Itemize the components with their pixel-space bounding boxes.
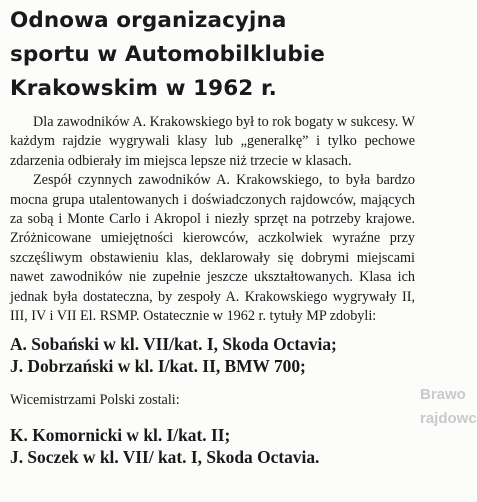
spacer xyxy=(10,326,415,333)
article-body xyxy=(10,113,415,468)
vice-champion-entry: K. Komornicki w kl. I/kat. II; xyxy=(10,424,231,445)
spacer xyxy=(10,411,415,424)
adjacent-page-fragment: rajdowc xyxy=(420,410,477,427)
article-title-line: Krakowskim w 1962 r. xyxy=(10,76,277,101)
champion-entry: J. Dobrzański w kl. I/kat. II, BMW 700; xyxy=(10,356,306,377)
article-title-line: sportu w Automobilklubie xyxy=(10,42,325,67)
article-title xyxy=(10,4,420,106)
vice-champion-entry: J. Soczek w kl. VII/ kat. I, Skoda Octavia. xyxy=(10,446,320,467)
article-paragraph: Dla zawodników A. Krakowskiego był to rok bogaty w sukcesy. W każdym rajdzie wygrywali klasy lub „generalkę” i tylko pechowe zdarzenia odbierały im miejsca lepsze niż trzecie w klasach. xyxy=(10,114,415,169)
vice-champions-intro: Wicemistrzami Polski zostali: xyxy=(10,392,180,409)
champion-entry: A. Sobański w kl. VII/kat. I, Skoda Octavia; xyxy=(10,334,337,355)
article-title-line: Odnowa organizacyjna xyxy=(10,8,287,33)
spacer xyxy=(10,377,415,391)
article-paragraph: Zespół czynnych zawodników A. Krakowskiego, to była bardzo mocna grupa utalentowanych i doświadczonych rajdowców, mających za sobą i Monte Carlo i Akropol i niezły sprzęt na potrzeby krajowe. Zróżnicowane umiejętności kierowców, aczkolwiek wyraźne przy szczęśliwym obstawieniu klas, deklarowały się dobrymi miejscami nawet zawodników nie zupełnie jeszcze ukształtowanych. Klasa ich jednak była dostateczna, by zespoły A. Krakowskiego wygrywały II, III, IV i VII El. RSMP. Ostatecznie w 1962 r. tytuły MP zdobyli: xyxy=(10,172,415,325)
adjacent-page-fragment: Brawo xyxy=(420,386,466,403)
